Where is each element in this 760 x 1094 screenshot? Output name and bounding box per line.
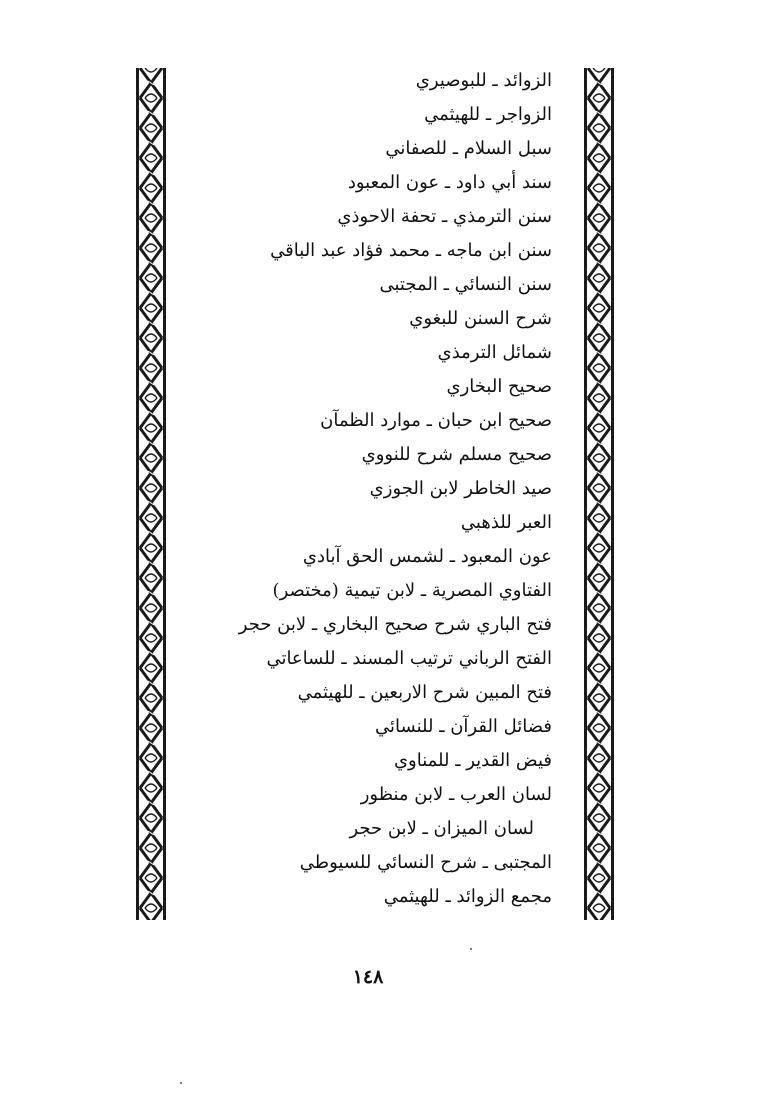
list-item: فتح المبين شرح الاربعين ـ للهيثمي [297, 682, 552, 703]
list-item: سنن ابن ماجه ـ محمد فؤاد عبد الباقي [270, 240, 552, 261]
ink-speck [180, 1082, 182, 1084]
list-item: صحيح ابن حبان ـ موارد الظمآن [320, 410, 552, 431]
list-item: سبل السلام ـ للصفاني [385, 138, 552, 159]
list-item: الفتاوي المصرية ـ لابن تيمية (مختصر) [272, 580, 552, 601]
page-number: ١٤٨ [352, 966, 384, 988]
list-item: الزواجر ـ للهيثمي [424, 104, 552, 125]
list-item: سنن النسائي ـ المجتبى [379, 274, 552, 295]
list-item: شمائل الترمذي [437, 342, 552, 363]
list-item: فتح الباري شرح صحيح البخاري ـ لابن حجر [238, 614, 552, 635]
list-item: صحيح مسلم شرح للنووي [361, 444, 552, 465]
bibliography-list [192, 64, 552, 914]
list-item: الفتح الرباني ترتيب المسند ـ للساعاتي [266, 648, 552, 669]
list-item: لسان العرب ـ لابن منظور [360, 784, 552, 805]
list-item: فضائل القرآن ـ للنسائي [375, 716, 552, 737]
list-item: سنن الترمذي ـ تحفة الاحوذي [337, 206, 552, 227]
list-item: مجمع الزوائد ـ للهيثمي [383, 886, 552, 907]
list-item: المجتبى ـ شرح النسائي للسيوطي [299, 852, 552, 873]
list-item: صحيح البخاري [446, 376, 552, 397]
list-item: لسان الميزان ـ لابن حجر [349, 818, 534, 839]
list-item: الزوائد ـ للبوصيري [415, 70, 552, 91]
ink-speck [470, 948, 472, 950]
list-item: صيد الخاطر لابن الجوزي [369, 478, 552, 499]
left-decorative-border [136, 68, 166, 920]
right-decorative-border [584, 68, 614, 920]
list-item: فيض القدير ـ للمناوي [393, 750, 552, 771]
list-item: العبر للذهبي [460, 512, 552, 533]
list-item: سند أبي داود ـ عون المعبود [347, 172, 552, 193]
list-item: عون المعبود ـ لشمس الحق آبادي [302, 546, 552, 567]
list-item: شرح السنن للبغوي [409, 308, 552, 329]
